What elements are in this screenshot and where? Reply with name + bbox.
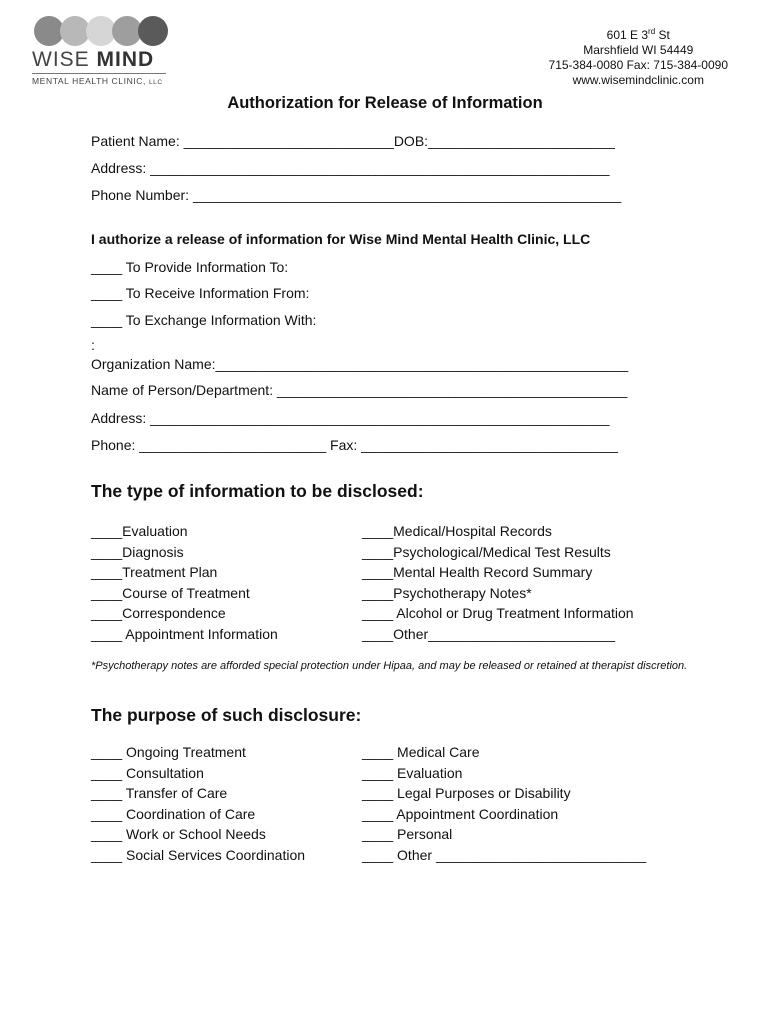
purpose-list-right [362, 742, 646, 866]
patient-name-dob-field[interactable]: Patient Name: ___________________________DOB:________________________ [91, 133, 615, 149]
purpose-list-left [91, 742, 305, 866]
info-type-item[interactable]: ____Treatment Plan [91, 564, 218, 581]
info-type-item[interactable]: ____Course of Treatment [91, 584, 250, 601]
info-type-item[interactable]: ____Mental Health Record Summary [362, 564, 593, 581]
purpose-item[interactable]: ____ Appointment Coordination [362, 805, 559, 822]
colon-mark: : [91, 337, 95, 353]
info-type-list-right [362, 521, 634, 645]
logo-circles [32, 16, 172, 46]
organization-phone-fax-field[interactable]: Phone: ________________________ Fax: _________________________________ [91, 437, 619, 453]
organization-address-field[interactable]: Address: ___________________________________________________________ [91, 410, 610, 426]
phone-fax-line: 715-384-0080 Fax: 715-384-0090 [548, 58, 728, 72]
info-type-list-left [91, 521, 278, 645]
purpose-item[interactable]: ____ Work or School Needs [91, 826, 266, 843]
patient-phone-field[interactable]: Phone Number: _______________________________________________________ [91, 187, 622, 203]
street-number: 601 E 3 [606, 28, 649, 42]
info-type-item[interactable]: ____Psychological/Medical Test Results [362, 543, 611, 560]
option-provide-information[interactable]: ____ To Provide Information To: [91, 259, 289, 275]
street-ordinal: rd [648, 27, 656, 36]
info-type-item[interactable]: ____Diagnosis [91, 543, 184, 560]
purpose-item[interactable]: ____ Transfer of Care [91, 785, 228, 802]
purpose-item[interactable]: ____ Medical Care [362, 744, 480, 760]
option-receive-information[interactable]: ____ To Receive Information From: [91, 285, 310, 301]
info-type-item[interactable]: ____Psychotherapy Notes* [362, 584, 532, 601]
info-type-item[interactable]: ____ Appointment Information [91, 625, 278, 642]
logo-circle [138, 16, 168, 46]
purpose-item[interactable]: ____ Consultation [91, 764, 204, 781]
organization-name-field[interactable]: Organization Name:_____________________________________________________ [91, 356, 629, 372]
website-line: www.wisemindclinic.com [572, 73, 704, 87]
purpose-item[interactable]: ____ Ongoing Treatment [91, 744, 246, 760]
city-line: Marshfield WI 54449 [583, 43, 694, 57]
info-type-heading: The type of information to be disclosed: [91, 481, 424, 501]
logo-wordmark [32, 49, 172, 71]
logo-wise: WISE [32, 48, 90, 71]
info-type-item[interactable]: ____Correspondence [91, 605, 226, 622]
logo-divider [32, 73, 166, 74]
logo-mind: MIND [96, 48, 155, 71]
option-exchange-information[interactable]: ____ To Exchange Information With: [91, 312, 317, 328]
logo-subtitle-suffix: LLC [148, 79, 163, 86]
street-name: St [655, 28, 670, 42]
purpose-heading: The purpose of such disclosure: [91, 705, 362, 725]
info-type-item[interactable]: ____Medical/Hospital Records [362, 523, 552, 539]
info-type-item[interactable]: ____ Alcohol or Drug Treatment Information [362, 605, 634, 622]
authorization-statement: I authorize a release of information for Wise Mind Mental Health Clinic, LLC [91, 231, 591, 247]
info-type-item[interactable]: ____Evaluation [91, 523, 188, 539]
clinic-logo [32, 16, 172, 86]
clinic-address [549, 24, 728, 88]
purpose-item[interactable]: ____ Social Services Coordination [91, 846, 306, 863]
purpose-item[interactable]: ____ Evaluation [362, 764, 463, 781]
logo-subtitle [32, 76, 172, 86]
logo-subtitle-text: MENTAL HEALTH CLINIC, [32, 76, 146, 86]
patient-address-field[interactable]: Address: ___________________________________________________________ [91, 160, 610, 176]
psychotherapy-footnote: *Psychotherapy notes are afforded special protection under Hipaa, and may be released or retained at therapist discretion. [91, 660, 688, 672]
street-address [549, 24, 728, 43]
form-title: Authorization for Release of Information [227, 94, 543, 112]
purpose-item[interactable]: ____ Legal Purposes or Disability [362, 785, 571, 802]
person-department-field[interactable]: Name of Person/Department: _____________________________________________ [91, 382, 628, 398]
purpose-item[interactable]: ____ Personal [362, 826, 453, 843]
purpose-item[interactable]: ____ Other ___________________________ [362, 846, 647, 863]
info-type-item[interactable]: ____Other________________________ [362, 625, 616, 642]
purpose-item[interactable]: ____ Coordination of Care [91, 805, 256, 822]
